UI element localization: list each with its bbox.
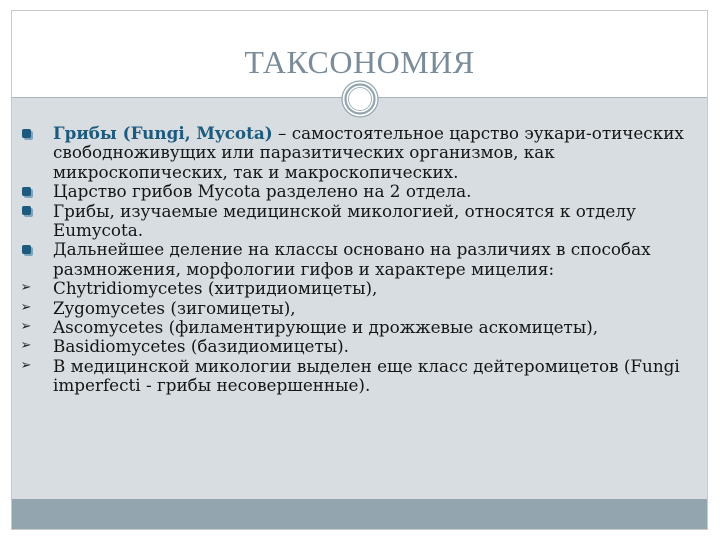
item-text: Грибы, изучаемые медицинской микологией, относятся к отделу Eumycota.	[53, 200, 636, 241]
list-item	[18, 357, 698, 396]
arrow-bullet-icon: ➢	[20, 319, 32, 335]
square-bullet-icon	[18, 203, 34, 219]
arrow-bullet-icon: ➢	[20, 357, 32, 373]
item-text: Basidiomycetes (базидиомицеты).	[53, 336, 349, 357]
arrow-bullet-icon: ➢	[20, 299, 32, 315]
item-text: Chytridiomycetes (хитридиомицеты),	[53, 278, 378, 299]
footer-band	[12, 499, 707, 529]
list-item	[18, 182, 698, 201]
list-item	[18, 202, 698, 241]
list-item	[18, 124, 698, 182]
item-text: – самостоятельное царство эукари-отических свободноживущих или паразитических организмов, как микроскопических, так и макроскопических.	[53, 123, 684, 182]
square-bullet-icon	[18, 241, 34, 257]
square-bullet-icon	[18, 183, 34, 199]
square-bullet-icon	[18, 125, 34, 141]
list-item	[18, 299, 698, 318]
item-text: В медицинской микологии выделен еще класс дейтеромицетов (Fungi imperfecti - грибы несовершенные).	[53, 355, 680, 396]
item-text: Царство грибов Mycota разделено на 2 отдела.	[53, 181, 472, 202]
circle-ornament-icon	[341, 80, 379, 118]
item-text: Дальнейшее деление на классы основано на различиях в способах размножения, морфологии гифов и характере мицелия:	[53, 239, 651, 279]
bullet-list	[18, 124, 698, 396]
list-item	[18, 318, 698, 337]
item-text: Ascomycetes (филаментирующие и дрожжевые аскомицеты),	[53, 317, 599, 338]
arrow-bullet-icon: ➢	[20, 338, 32, 354]
list-item	[18, 279, 698, 298]
list-item	[18, 337, 698, 356]
slide-title: ТАКСОНОМИЯ	[244, 44, 475, 80]
item-lead: Грибы (Fungi, Mycota)	[53, 123, 273, 143]
item-text: Zygomycetes (зигомицеты),	[53, 297, 296, 318]
arrow-bullet-icon: ➢	[20, 280, 32, 296]
list-item	[18, 240, 698, 279]
